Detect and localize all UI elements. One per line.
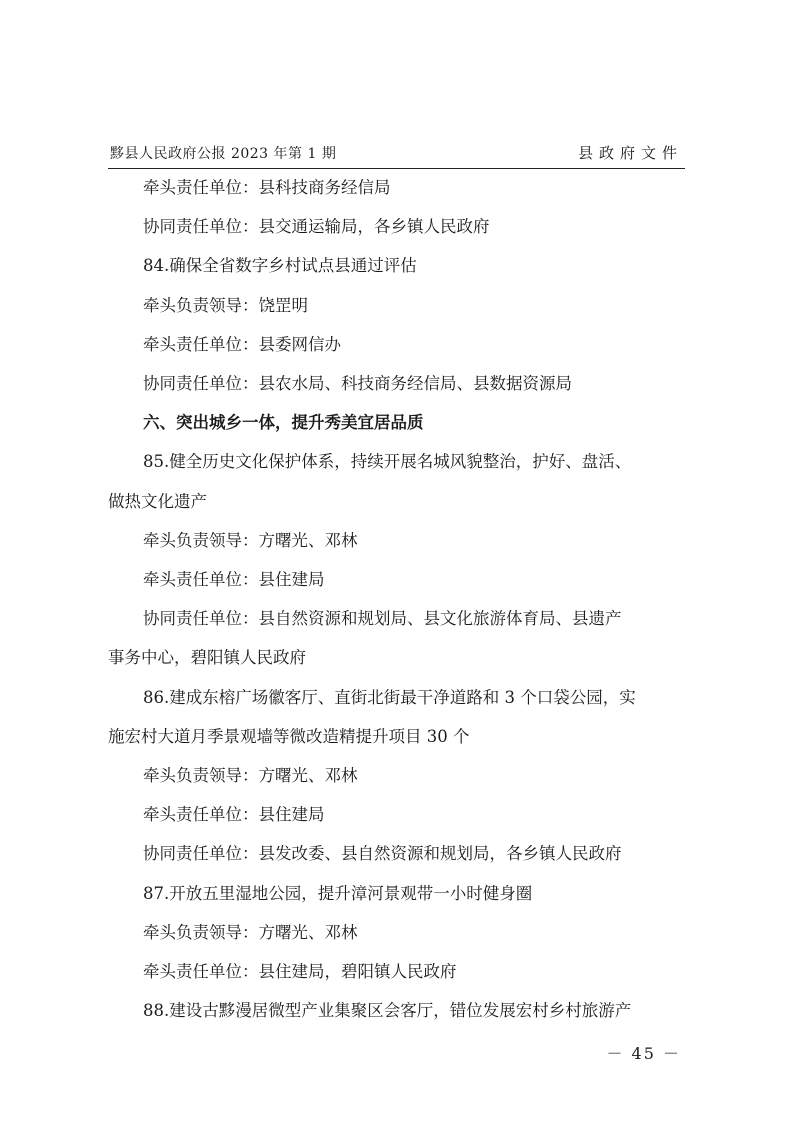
text-line: 事务中心，碧阳镇人民政府 <box>108 648 306 668</box>
text-line: 86.建成东榕广场徽客厅、直街北街最干净道路和 3 个口袋公园，实 <box>143 687 636 707</box>
text-line: 牵头负责领导：方曙光、邓林 <box>143 922 358 942</box>
document-body <box>108 168 686 1030</box>
text-line: 牵头责任单位：县委网信办 <box>143 334 341 354</box>
text-line: 牵头责任单位：县住建局 <box>143 805 325 825</box>
text-line: 施宏村大道月季景观墙等微改造精提升项目 30 个 <box>108 726 470 746</box>
text-line: 84.确保全省数字乡村试点县通过评估 <box>143 256 417 276</box>
text-line: 牵头责任单位：县科技商务经信局 <box>143 178 391 197</box>
text-line: 协同责任单位：县自然资源和规划局、县文化旅游体育局、县遗产 <box>143 609 622 629</box>
text-line: 87.开放五里湿地公园，提升漳河景观带一小时健身圈 <box>143 883 533 903</box>
text-line: 协同责任单位：县农水局、科技商务经信局、县数据资源局 <box>143 374 572 394</box>
text-line: 六、突出城乡一体，提升秀美宜居品质 <box>143 413 424 433</box>
text-line: 牵头负责领导：饶罡明 <box>143 295 308 315</box>
publication-title: 黟县人民政府公报 2023 年第 1 期 <box>110 146 337 162</box>
text-line: 85.健全历史文化保护体系，持续开展名城风貌整治，护好、盘活、 <box>143 452 632 472</box>
running-header <box>108 140 685 169</box>
section-title: 县政府文件 <box>577 144 683 162</box>
page-number: － 45 － <box>606 1044 681 1063</box>
text-line: 牵头负责领导：方曙光、邓林 <box>143 766 358 786</box>
text-line: 88.建设古黟漫居微型产业集聚区会客厅，错位发展宏村乡村旅游产 <box>143 1001 632 1021</box>
text-line: 牵头责任单位：县住建局 <box>143 570 325 590</box>
text-line: 做热文化遗产 <box>108 491 207 511</box>
text-line: 牵头负责领导：方曙光、邓林 <box>143 530 358 550</box>
text-line: 协同责任单位：县发改委、县自然资源和规划局，各乡镇人民政府 <box>143 844 622 864</box>
text-line: 协同责任单位：县交通运输局，各乡镇人民政府 <box>143 217 490 237</box>
text-line: 牵头责任单位：县住建局，碧阳镇人民政府 <box>143 962 457 982</box>
